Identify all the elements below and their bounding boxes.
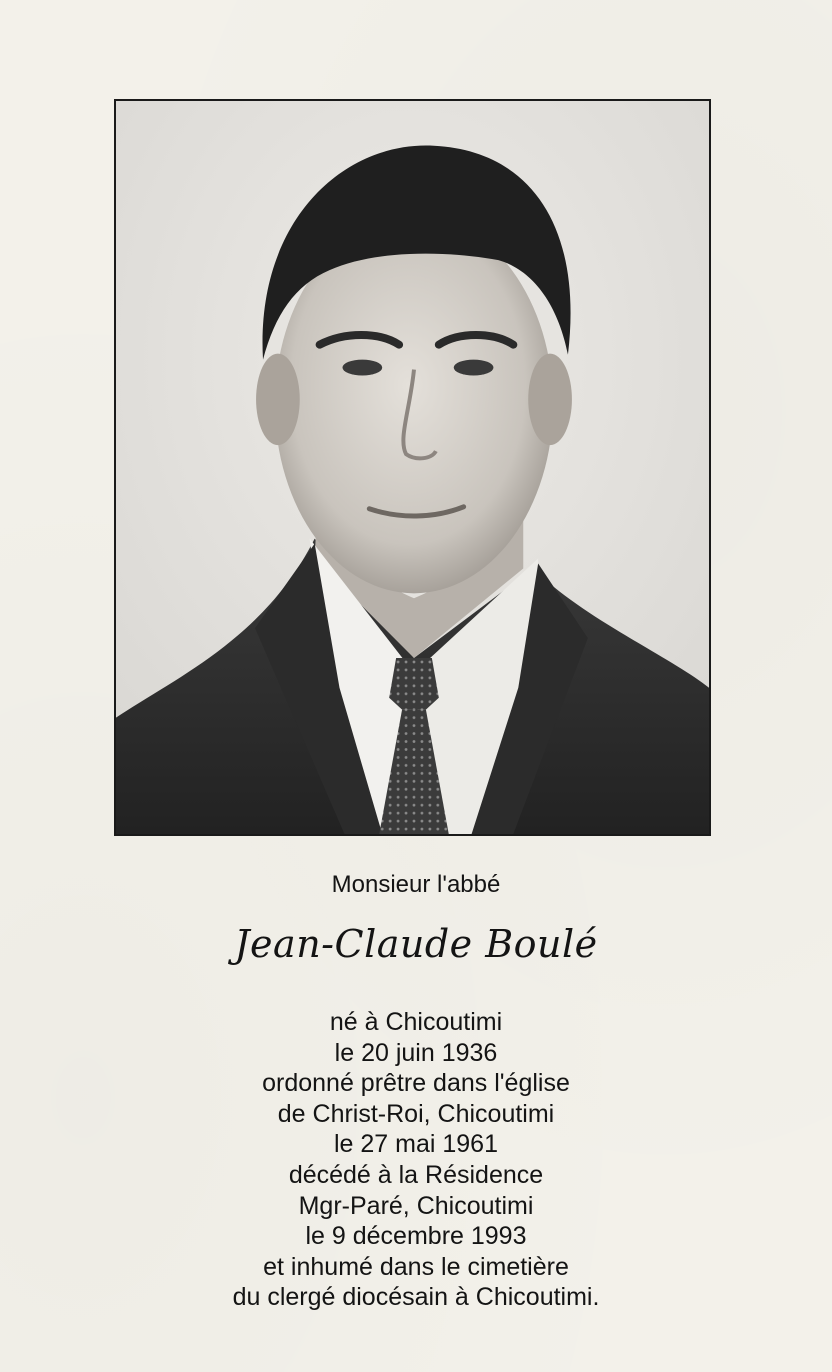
bio-line: le 20 juin 1936 [334,1038,498,1067]
bio-line: et inhumé dans le cimetière [263,1252,569,1281]
honorific-title: Monsieur l'abbé [331,871,501,898]
bio-line: le 9 décembre 1993 [305,1222,527,1251]
bio-line: de Christ-Roi, Chicoutimi [277,1099,555,1128]
bio-line: ordonné prêtre dans l'église [262,1069,570,1098]
deceased-name: Jean-Claude Boulé [234,922,598,966]
bio-line: décédé à la Résidence [288,1160,544,1189]
bio-line: Mgr-Paré, Chicoutimi [298,1191,534,1220]
bio-line: du clergé diocésain à Chicoutimi. [232,1283,600,1312]
portrait-photo [114,99,711,836]
biography-block [0,1007,832,1313]
bio-line: le 27 mai 1961 [333,1130,498,1159]
bio-line: né à Chicoutimi [329,1008,503,1036]
portrait-illustration [116,101,709,834]
